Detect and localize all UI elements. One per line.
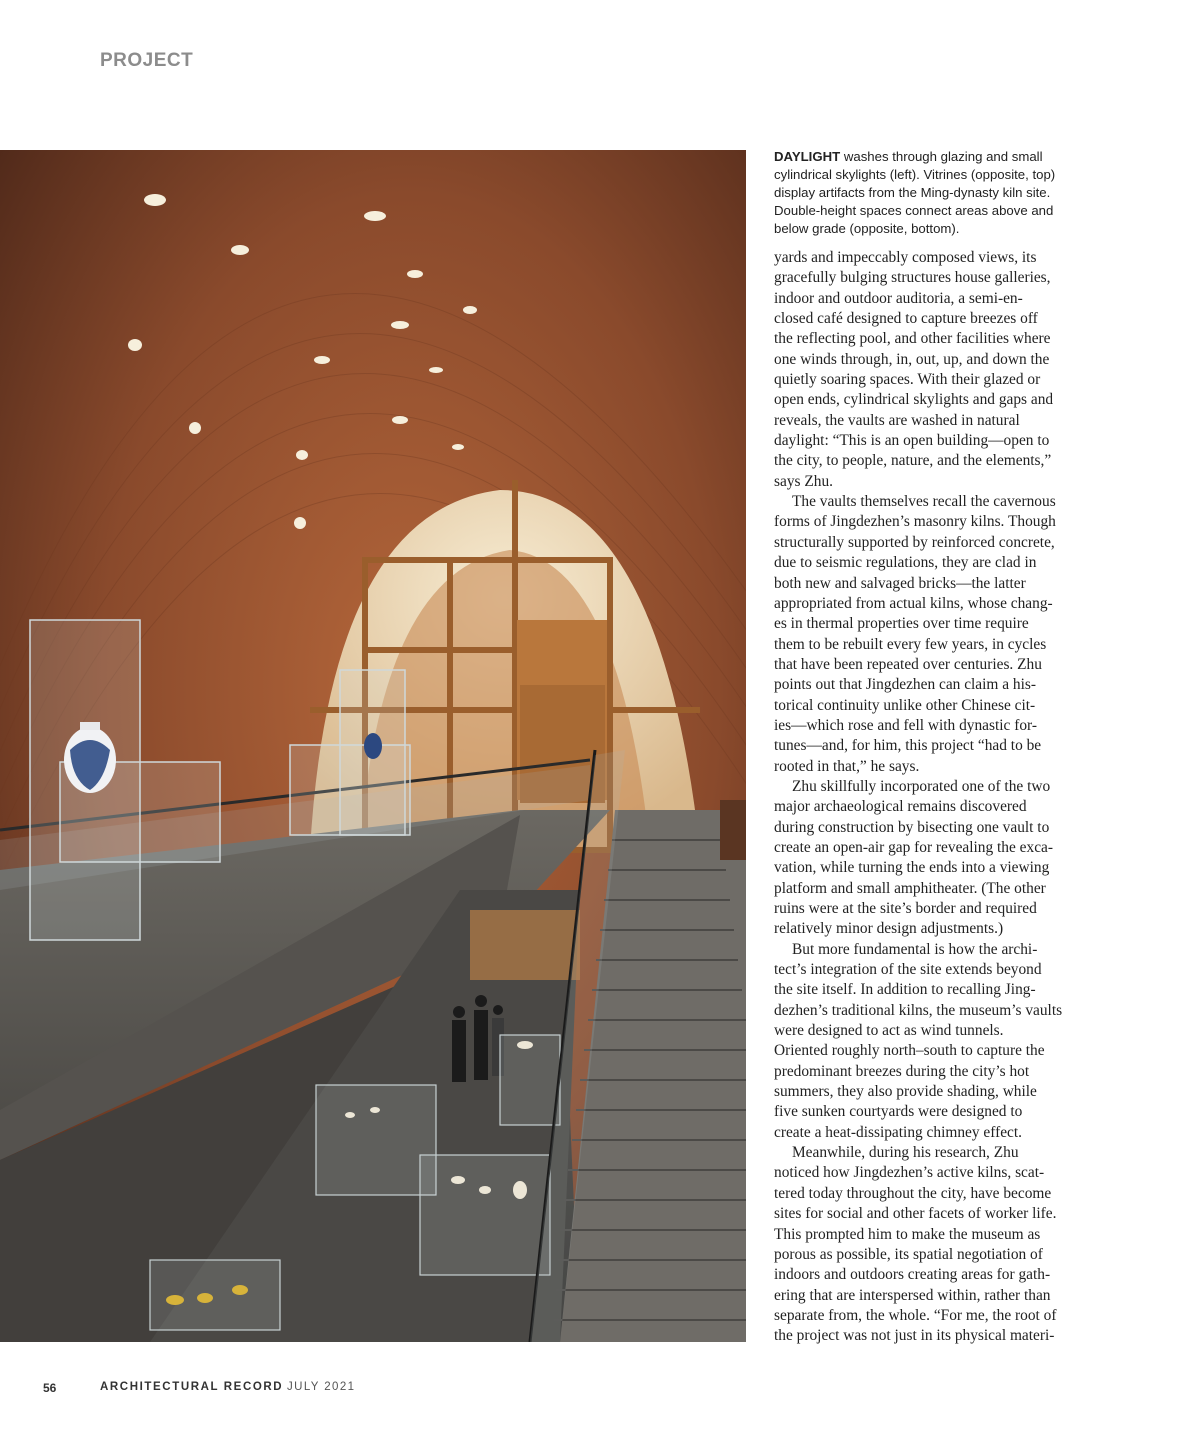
body-line: predominant breezes during the city’s hot [774, 1062, 1030, 1080]
page-footer [0, 1381, 1200, 1401]
body-line: daylight: “This is an open building—open to [774, 432, 1050, 450]
body-line: tect’s integration of the site extends beyond [774, 961, 1042, 979]
body-line: sites for social and other facets of worker life. [774, 1205, 1057, 1223]
body-line: due to seismic regulations, they are clad in [774, 554, 1037, 572]
body-line: that have been repeated over centuries. Zhu [774, 655, 1042, 673]
body-line: tunes—and, for him, this project “had to be [774, 737, 1042, 755]
body-line: says Zhu. [774, 472, 833, 490]
body-line: vation, while turning the ends into a viewing [774, 859, 1050, 877]
body-line: major archaeological remains discovered [774, 798, 1027, 816]
caption-text: washes through glazing and small cylindrical skylights (left). Vitrines (opposite, top) display artifacts from the Ming-dynasty kiln site. Double-height spaces connect areas above and below grade (opposite, bottom). [774, 149, 1056, 236]
body-line: es in thermal properties over time require [774, 615, 1029, 633]
body-line: noticed how Jingdezhen’s active kilns, scat- [774, 1164, 1045, 1182]
photo-illustration [0, 150, 746, 1342]
body-line: gracefully bulging structures house galleries, [774, 269, 1051, 287]
section-label: PROJECT [100, 50, 194, 71]
body-line: quietly soaring spaces. With their glazed or [774, 371, 1041, 389]
body-line: tered today throughout the city, have become [774, 1184, 1052, 1202]
body-line: points out that Jingdezhen can claim a his- [774, 676, 1037, 694]
body-line: create an open-air gap for revealing the exca- [774, 838, 1054, 856]
body-line: ruins were at the site’s border and required [774, 900, 1037, 917]
body-line: ering that are interspersed within, rather than [774, 1286, 1051, 1304]
body-line: This prompted him to make the museum as [774, 1225, 1041, 1243]
body-line: them to be rebuilt every few years, in cycles [774, 635, 1047, 653]
body-line: the project was not just in its physical materi- [774, 1327, 1055, 1345]
body-line: Oriented roughly north–south to capture the [774, 1042, 1045, 1060]
body-line: dezhen’s traditional kilns, the museum’s vaults [774, 1001, 1063, 1019]
caption-lead: DAYLIGHT [774, 149, 841, 164]
body-line: ies—which rose and fell with dynastic for- [774, 716, 1037, 734]
body-line: Zhu skillfully incorporated one of the two [792, 777, 1051, 795]
body-line: reveals, the vaults are washed in natural [774, 411, 1020, 429]
body-line: were designed to act as wind tunnels. [774, 1022, 1004, 1040]
body-line: rooted in that,” he says. [774, 757, 920, 775]
body-line: indoor and outdoor auditoria, a semi-en- [774, 289, 1023, 307]
body-line: relatively minor design adjustments.) [774, 920, 1004, 938]
body-line: summers, they also provide shading, while [774, 1083, 1037, 1101]
body-line: porous as possible, its spatial negotiation of [774, 1245, 1043, 1263]
body-line: yards and impeccably composed views, its [774, 249, 1037, 266]
page-number: 56 [43, 1381, 57, 1395]
article-body [774, 248, 1086, 1347]
body-line: one winds through, in, out, up, and down the [774, 350, 1050, 368]
photo-caption [774, 148, 1074, 238]
body-line: platform and small amphitheater. (The other [774, 879, 1046, 897]
body-line: Meanwhile, during his research, Zhu [792, 1144, 1019, 1162]
body-line: the reflecting pool, and other facilities where [774, 330, 1051, 348]
body-line: The vaults themselves recall the cavernous [792, 493, 1056, 511]
body-line: open ends, cylindrical skylights and gaps and [774, 391, 1054, 409]
body-line: create a heat-dissipating chimney effect. [774, 1123, 1022, 1141]
body-line: separate from, the whole. “For me, the root of [774, 1306, 1057, 1324]
body-line: five sunken courtyards were designed to [774, 1103, 1023, 1121]
body-line: structurally supported by reinforced concrete, [774, 533, 1055, 551]
photo-vault-interior [0, 150, 746, 1342]
body-line: But more fundamental is how the archi- [792, 940, 1038, 958]
body-line: closed café designed to capture breezes off [774, 310, 1038, 328]
body-line: the city, to people, nature, and the elements,” [774, 452, 1052, 470]
body-line: torical continuity unlike other Chinese cit- [774, 696, 1036, 714]
issue-date: JULY 2021 [287, 1381, 356, 1393]
publication-name: ARCHITECTURAL RECORD [100, 1381, 284, 1393]
body-line: the site itself. In addition to recalling Jing- [774, 981, 1036, 999]
body-line: forms of Jingdezhen’s masonry kilns. Though [774, 513, 1056, 531]
body-line: during construction by bisecting one vault to [774, 818, 1050, 836]
body-line: indoors and outdoors creating areas for gath- [774, 1266, 1051, 1284]
body-line: both new and salvaged bricks—the latter [774, 574, 1026, 592]
body-line: appropriated from actual kilns, whose chang- [774, 594, 1053, 612]
